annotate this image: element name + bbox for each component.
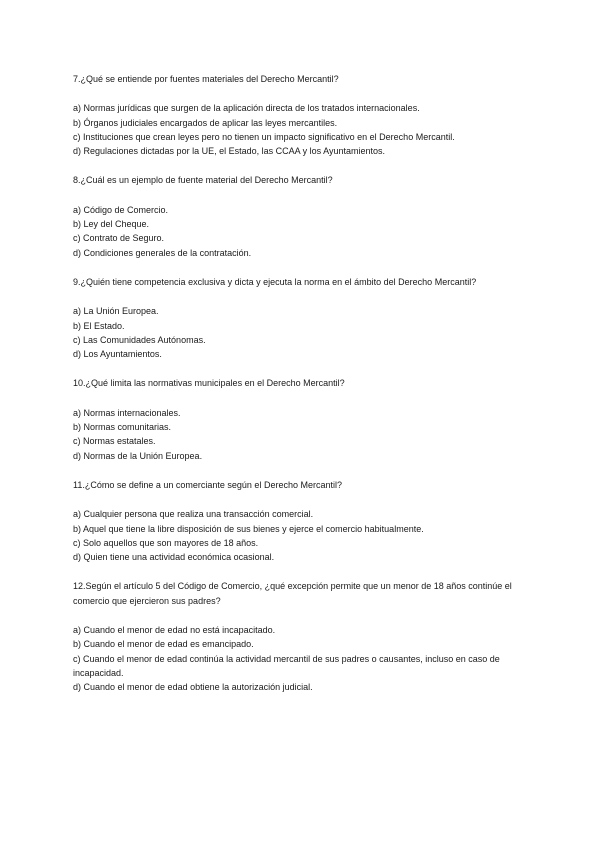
question-block [73,478,523,564]
answer-option: b) Ley del Cheque. [73,219,150,230]
answer-option: d) Quien tiene una actividad económica ocasional. [73,552,275,563]
answer-options [73,406,523,463]
question-text: 10.¿Qué limita las normativas municipales en el Derecho Mercantil? [73,378,345,389]
answer-option: d) Regulaciones dictadas por la UE, el Estado, las CCAA y los Ayuntamientos. [73,146,385,157]
question-block [73,275,523,361]
question-text: 7.¿Qué se entiende por fuentes materiales del Derecho Mercantil? [73,74,339,84]
answer-option: d) Cuando el menor de edad obtiene la autorización judicial. [73,682,313,693]
question-text: 9.¿Quién tiene competencia exclusiva y dicta y ejecuta la norma en el ámbito del Derecho Mercantil? [73,276,477,287]
answer-option: a) Normas internacionales. [73,407,181,418]
answer-option: c) Cuando el menor de edad continúa la actividad mercantil de sus padres o causantes, incluso en caso de incapacidad. [73,653,500,678]
question-block [73,173,523,259]
answer-option: c) Normas estatales. [73,436,156,447]
answer-option: c) Solo aquellos que son mayores de 18 años. [73,537,259,548]
answer-option: a) Cualquier persona que realiza una transacción comercial. [73,509,314,520]
question-text: 8.¿Cuál es un ejemplo de fuente material del Derecho Mercantil? [73,175,333,186]
answer-option: a) Cuando el menor de edad no está incapacitado. [73,625,276,636]
question-text: 11.¿Cómo se define a un comerciante según el Derecho Mercantil? [73,479,342,490]
answer-option: b) Aquel que tiene la libre disposición de sus bienes y ejerce el comercio habitualmente. [73,523,424,534]
answer-options [73,101,523,158]
question-block [73,72,523,158]
answer-option: d) Condiciones generales de la contratación. [73,247,252,258]
answer-option: d) Normas de la Unión Europea. [73,450,203,461]
answer-option: a) Código de Comercio. [73,204,169,215]
answer-options [73,304,523,361]
question-list [73,72,523,710]
answer-option: a) La Unión Europea. [73,306,159,317]
question-text: 12.Según el artículo 5 del Código de Comercio, ¿qué excepción permite que un menor de 18 años continúe el comercio que ejercieron sus padres? [73,581,512,606]
question-block [73,579,523,694]
answer-option: b) El Estado. [73,320,125,331]
answer-options [73,623,523,694]
answer-option: b) Normas comunitarias. [73,422,172,433]
answer-option: b) Órganos judiciales encargados de aplicar las leyes mercantiles. [73,117,338,128]
answer-option: a) Normas jurídicas que surgen de la aplicación directa de los tratados internacionales. [73,103,420,114]
answer-option: c) Instituciones que crean leyes pero no tienen un impacto significativo en el Derecho Mercantil. [73,131,455,142]
answer-option: b) Cuando el menor de edad es emancipado. [73,639,254,650]
answer-option: d) Los Ayuntamientos. [73,349,162,360]
answer-option: c) Las Comunidades Autónomas. [73,334,206,345]
answer-option: c) Contrato de Seguro. [73,233,165,244]
answer-options [73,507,523,564]
answer-options [73,203,523,260]
question-block [73,376,523,462]
